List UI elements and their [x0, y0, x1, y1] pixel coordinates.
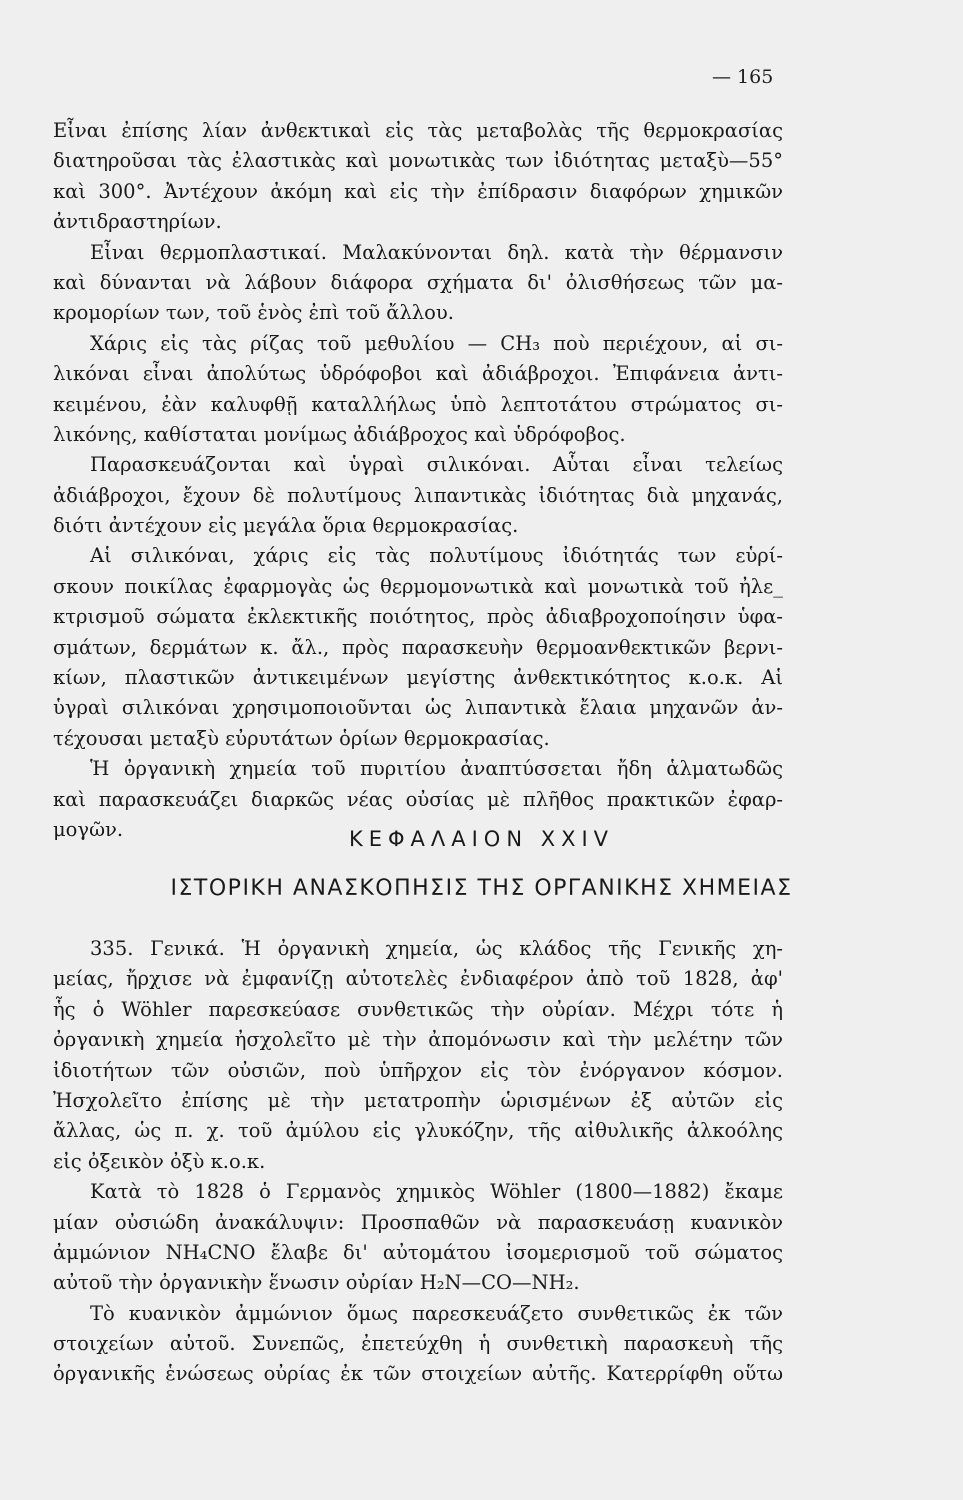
text-line: στοιχείων αὐτοῦ. Συνεπῶς, ἐπετεύχθη ἡ συνθετικὴ παρασκευὴ τῆς [53, 1332, 783, 1356]
text-line: μογῶν. [53, 817, 124, 841]
text-line: μείας, ἤρχισε νὰ ἐμφανίζῃ αὐτοτελὲς ἐνδιαφέρον ἀπὸ τοῦ 1828, ἀφ' [53, 967, 783, 991]
text-line: Παρασκευάζονται καὶ ὑγραὶ σιλικόναι. Αὗται εἶναι τελείως [90, 453, 783, 477]
section-335-text [53, 934, 783, 1390]
text-line: κίων, πλαστικῶν ἀντικειμένων μεγίστης ἀνθεκτικότητος κ.ο.κ. Αἱ [53, 666, 783, 690]
chapter-title: ΙΣΤΟΡΙΚΗ ΑΝΑΣΚΟΠΗΣΙΣ ΤΗΣ ΟΡΓΑΝΙΚΗΣ ΧΗΜΕΙΑΣ [170, 876, 793, 901]
text-line: αὐτοῦ τὴν ὀργανικὴν ἕνωσιν οὐρίαν H₂N—CO—NH₂. [53, 1271, 580, 1295]
body-text-top [53, 116, 783, 845]
text-line: κτρισμοῦ σώματα ἐκλεκτικῆς ποιότητος, πρὸς ἀδιαβροχοποίησιν ὑφα- [53, 605, 783, 629]
text-line: Κατὰ τὸ 1828 ὁ Γερμανὸς χημικὸς Wöhler (1800—1882) ἔκαμε [90, 1180, 783, 1204]
text-line: κρομορίων των, τοῦ ἑνὸς ἐπὶ τοῦ ἄλλου. [53, 301, 454, 325]
text-line: ὑγραὶ σιλικόναι χρησιμοποιοῦνται ὡς λιπαντικὰ ἔλαια μηχανῶν ἀν- [53, 696, 783, 720]
text-line: κειμένου, ἐὰν καλυφθῇ καταλλήλως ὑπὸ λεπτοτάτου στρώματος σι- [53, 392, 783, 416]
text-line: Εἶναι θερμοπλαστικαί. Μαλακύνονται δηλ. κατὰ τὴν θέρμανσιν [90, 240, 783, 264]
page-number: — 165 [712, 66, 774, 88]
chapter-number: ΚΕΦΑΛΑΙΟΝ XXIV [348, 827, 615, 851]
text-line: Ἠσχολεῖτο ἐπίσης μὲ τὴν μετατροπὴν ὡρισμένων ἐξ αὐτῶν εἰς [53, 1088, 783, 1112]
text-line: Τὸ κυανικὸν ἀμμώνιον ὅμως παρεσκευάζετο συνθετικῶς ἐκ τῶν [90, 1301, 783, 1325]
text-line: τέχουσαι μεταξὺ εὐρυτάτων ὁρίων θερμοκρασίας. [53, 726, 550, 750]
text-line: καὶ 300°. Ἀντέχουν ἀκόμη καὶ εἰς τὴν ἐπίδρασιν διαφόρων χημικῶν [53, 179, 783, 203]
text-line: σκουν ποικίλας ἐφαρμογὰς ὡς θερμομονωτικὰ καὶ μονωτικὰ τοῦ ἠλε_ [53, 574, 783, 598]
text-line: ἄλλας, ὡς π. χ. τοῦ ἀμύλου εἰς γλυκόζην, τῆς αἰθυλικῆς ἀλκοόλης [53, 1119, 783, 1143]
text-line: ἀδιάβροχοι, ἔχουν δὲ πολυτίμους λιπαντικὰς ἰδιότητας διὰ μηχανάς, [53, 483, 783, 507]
text-line: 335. Γενικά. Ἡ ὀργανικὴ χημεία, ὡς κλάδος τῆς Γενικῆς χη- [90, 937, 783, 960]
text-line: διατηροῦσαι τὰς ἐλαστικὰς καὶ μονωτικὰς των ἰδιότητας μεταξὺ—55° [53, 149, 783, 173]
text-line: Εἶναι ἐπίσης λίαν ἀνθεκτικαὶ εἰς τὰς μεταβολὰς τῆς θερμοκρασίας [53, 119, 783, 142]
text-line: λικόναι εἶναι ἀπολύτως ὑδρόφοβοι καὶ ἀδιάβροχοι. Ἐπιφάνεια ἀντι- [53, 362, 783, 386]
text-line: ἀμμώνιον NH₄CNO ἔλαβε δι' αὐτομάτου ἰσομερισμοῦ τοῦ σώματος [53, 1240, 783, 1264]
text-line: μίαν οὐσιώδη ἀνακάλυψιν: Προσπαθῶν νὰ παρασκευάσῃ κυανικὸν [53, 1210, 783, 1234]
text-line: ἰδιοτήτων τῶν οὐσιῶν, ποὺ ὑπῆρχον εἰς τὸν ἐνόργανον κόσμον. [53, 1058, 783, 1082]
text-line: εἰς ὀξεικὸν ὀξὺ κ.ο.κ. [53, 1149, 266, 1173]
text-line: ἧς ὁ Wöhler παρεσκεύασε συνθετικῶς τὴν οὐρίαν. Μέχρι τότε ἡ [53, 997, 783, 1021]
text-line: διότι ἀντέχουν εἰς μεγάλα ὅρια θερμοκρασίας. [53, 514, 519, 538]
text-line: Ἡ ὀργανικὴ χημεία τοῦ πυριτίου ἀναπτύσσεται ἤδη ἁλματωδῶς [90, 757, 783, 781]
text-line: σμάτων, δερμάτων κ. ἄλ., πρὸς παρασκευὴν θερμοανθεκτικῶν βερνι- [53, 635, 783, 659]
text-line: καὶ παρασκευάζει διαρκῶς νέας οὐσίας μὲ πλῆθος πρακτικῶν ἐφαρ- [53, 787, 783, 811]
text-line: Αἱ σιλικόναι, χάρις εἰς τὰς πολυτίμους ἰδιότητάς των εὑρί- [90, 544, 783, 568]
text-line: ὀργανικῆς ἑνώσεως οὐρίας ἐκ τῶν στοιχείων αὐτῆς. Κατερρίφθη οὕτω [53, 1362, 783, 1386]
text-line: ἀντιδραστηρίων. [53, 210, 222, 234]
text-line: λικόνης, καθίσταται μονίμως ἀδιάβροχος καὶ ὑδρόφοβος. [53, 422, 626, 446]
text-line: ὀργανικὴ χημεία ἠσχολεῖτο μὲ τὴν ἀπομόνωσιν καὶ τὴν μελέτην τῶν [53, 1028, 783, 1052]
text-line: Χάρις εἰς τὰς ρίζας τοῦ μεθυλίου — CH₃ ποὺ περιέχουν, αἱ σι- [90, 331, 783, 355]
text-line: καὶ δύνανται νὰ λάβουν διάφορα σχήματα δι' ὀλισθήσεως τῶν μα- [53, 270, 783, 294]
